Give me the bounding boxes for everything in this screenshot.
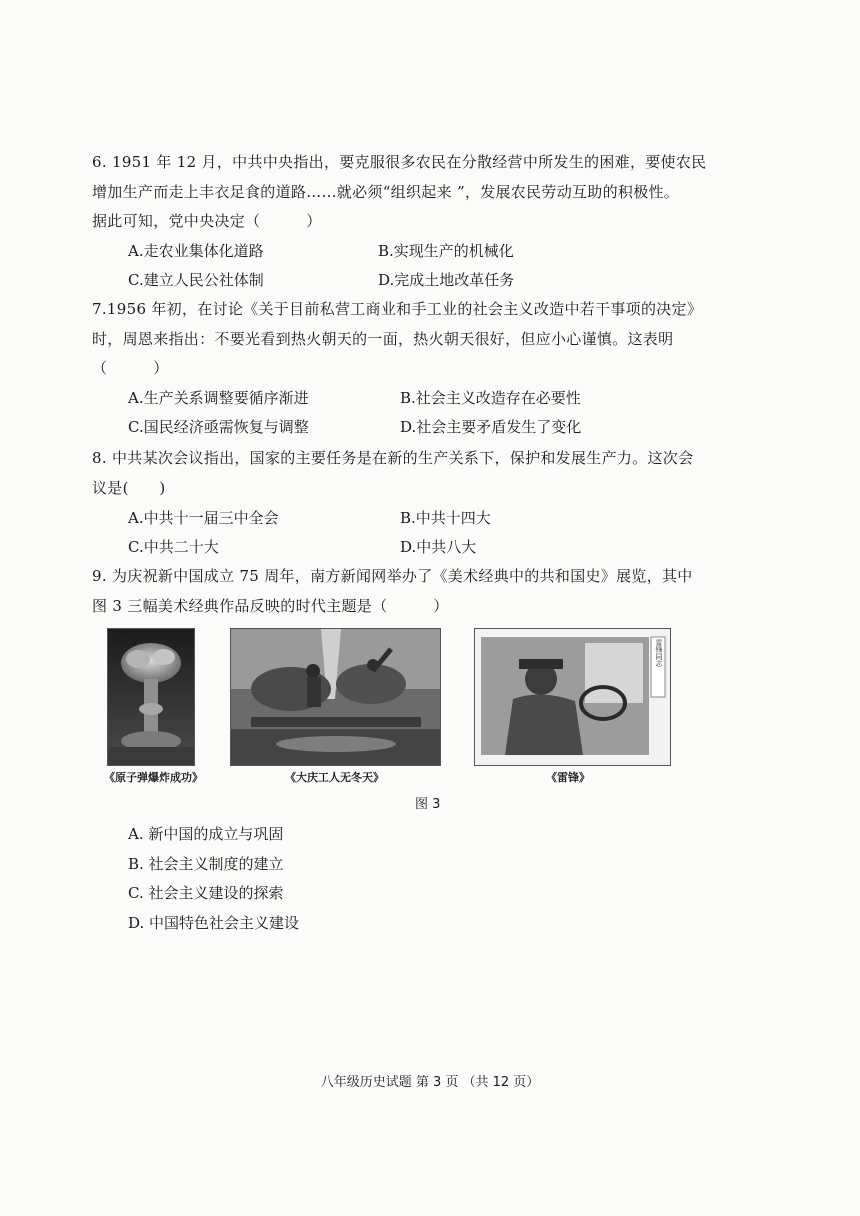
q6-option-b[interactable]: B.实现生产的机械化	[378, 242, 514, 260]
q7-line-1: 7.1956 年初，在讨论《关于目前私营工商业和手工业的社会主义改造中若干事项的决定》	[92, 300, 703, 318]
q6-line-2: 增加生产而走上丰衣足食的道路……就必须“组织起来 ”，发展农民劳动互助的积极性。	[92, 183, 680, 201]
q8-option-a[interactable]: A.中共十一届三中全会	[128, 509, 279, 527]
q7-line-2: 时，周恩来指出：不要光看到热火朝天的一面，热火朝天很好，但应小心谨慎。这表明	[92, 330, 674, 348]
figure-label: 图 3	[415, 797, 441, 812]
caption-lei-feng: 《雷锋》	[546, 771, 590, 784]
q6-option-c[interactable]: C.建立人民公社体制	[128, 271, 264, 289]
q8-line-1: 8. 中共某次会议指出，国家的主要任务是在新的生产关系下，保护和发展生产力。这次会	[92, 449, 694, 467]
q8-option-c[interactable]: C.中共二十大	[128, 538, 219, 556]
q8-line-2: 议是( )	[92, 479, 166, 497]
q9-option-b[interactable]: B. 社会主义制度的建立	[128, 855, 284, 873]
q9-option-d[interactable]: D. 中国特色社会主义建设	[128, 914, 300, 932]
q9-option-c[interactable]: C. 社会主义建设的探索	[128, 884, 284, 902]
q7-option-c[interactable]: C.国民经济亟需恢复与调整	[128, 418, 309, 436]
q9-option-a[interactable]: A. 新中国的成立与巩固	[128, 825, 284, 843]
q6-option-d[interactable]: D.完成土地改革任务	[378, 271, 515, 289]
lei-feng-artwork	[474, 628, 671, 766]
atomic-bomb-artwork	[107, 628, 195, 766]
q7-option-a[interactable]: A.生产关系调整要循序渐进	[128, 389, 309, 407]
page-footer: 八年级历史试题 第 3 页 （共 12 页）	[320, 1075, 540, 1090]
q8-option-b[interactable]: B.中共十四大	[400, 509, 491, 527]
q7-line-3: （ ）	[92, 359, 169, 377]
caption-daqing-workers: 《大庆工人无冬天》	[285, 771, 384, 784]
lei-feng-side-text: 雷锋同志	[655, 639, 663, 667]
q7-option-d[interactable]: D.社会主要矛盾发生了变化	[400, 418, 582, 436]
q9-line-1: 9. 为庆祝新中国成立 75 周年，南方新闻网举办了《美术经典中的共和国史》展览，其中	[92, 567, 693, 585]
q8-option-d[interactable]: D.中共八大	[400, 538, 477, 556]
q9-line-2: 图 3 三幅美术经典作品反映的时代主题是（ ）	[92, 597, 449, 615]
q6-line-1: 6. 1951 年 12 月，中共中央指出，要克服很多农民在分散经营中所发生的困难，要使农民	[92, 153, 707, 171]
q7-option-b[interactable]: B.社会主义改造存在必要性	[400, 389, 581, 407]
daqing-workers-artwork	[230, 628, 441, 766]
q6-option-a[interactable]: A.走农业集体化道路	[128, 242, 264, 260]
caption-atomic-bomb: 《原子弹爆炸成功》	[104, 771, 203, 784]
q6-line-3: 据此可知，党中央决定（ ）	[92, 212, 322, 230]
